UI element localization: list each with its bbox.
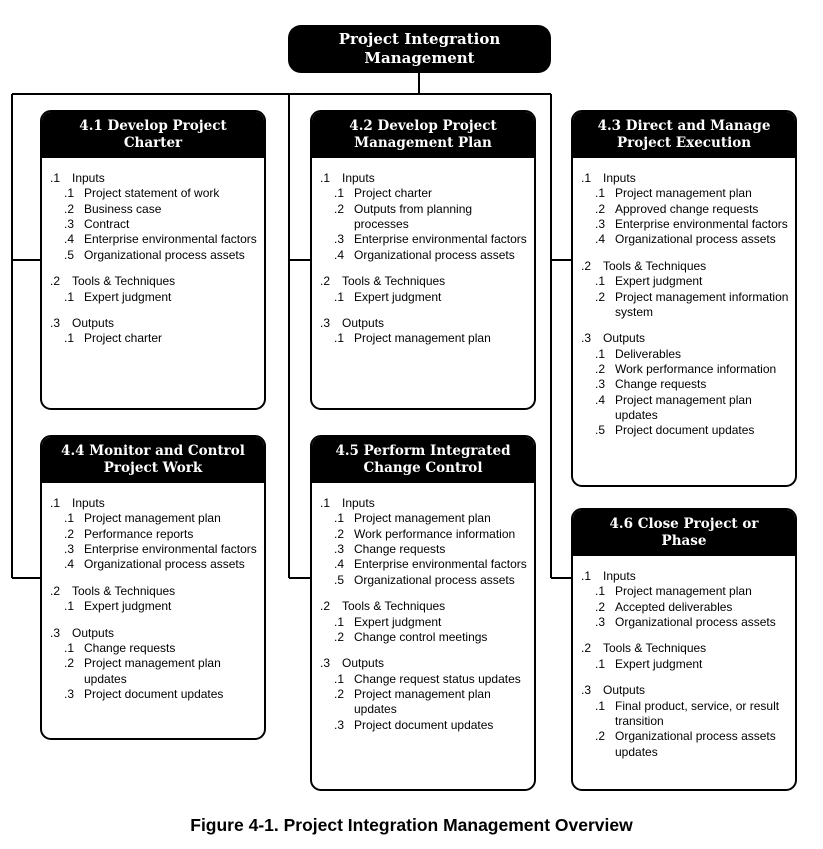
item-text: Organizational process assets xyxy=(354,572,515,587)
process-section xyxy=(50,274,260,305)
section-row xyxy=(320,316,530,331)
section-label: Inputs xyxy=(72,171,105,185)
item-row xyxy=(64,687,260,702)
section-label: Inputs xyxy=(603,171,636,185)
item-row xyxy=(595,202,791,217)
section-row xyxy=(320,656,530,671)
item-row xyxy=(64,331,260,346)
section-label: Outputs xyxy=(72,625,115,640)
item-text: Project charter xyxy=(354,186,433,201)
item-number: .3 xyxy=(64,217,75,232)
process-box-title: 4.5 Perform Integrated Change Control xyxy=(312,437,534,483)
item-row xyxy=(595,377,791,392)
item-text: Organizational process assets updates xyxy=(615,729,776,759)
section-row xyxy=(581,171,791,186)
item-text: Expert judgment xyxy=(615,274,703,289)
section-label: Inputs xyxy=(342,496,375,510)
item-text: Change request status updates xyxy=(354,671,521,686)
item-text: Project management plan xyxy=(615,584,752,599)
item-text: Expert judgment xyxy=(354,614,442,629)
item-number: .3 xyxy=(595,615,606,630)
item-row xyxy=(334,615,530,630)
item-row xyxy=(334,557,530,572)
item-row xyxy=(64,557,260,572)
item-number: .1 xyxy=(334,511,345,526)
item-row xyxy=(595,584,791,599)
item-text: Project management plan xyxy=(354,331,491,346)
root-box xyxy=(288,25,551,73)
item-text: Project management plan xyxy=(615,186,752,201)
process-section xyxy=(581,683,791,760)
section-number: .1 xyxy=(581,171,592,185)
item-text: Business case xyxy=(84,201,162,216)
item-number: .1 xyxy=(334,614,345,629)
item-number: .1 xyxy=(595,186,606,201)
section-number: .3 xyxy=(320,656,331,671)
item-row xyxy=(595,290,791,321)
item-text: Approved change requests xyxy=(615,201,759,216)
item-number: .2 xyxy=(334,686,345,701)
item-text: Performance reports xyxy=(84,526,194,541)
item-number: .3 xyxy=(64,686,75,701)
item-number: .5 xyxy=(334,572,345,587)
process-box-4-4 xyxy=(40,435,266,740)
section-row xyxy=(50,274,260,289)
item-number: .1 xyxy=(64,640,75,655)
item-number: .2 xyxy=(334,201,345,216)
item-number: .1 xyxy=(64,186,75,201)
item-number: .2 xyxy=(64,656,75,671)
item-text: Enterprise environmental factors xyxy=(84,232,257,247)
item-row xyxy=(64,511,260,526)
item-text: Final product, service, or result transition xyxy=(615,698,780,728)
item-text: Organizational process assets xyxy=(615,615,776,630)
item-text: Work performance information xyxy=(615,361,777,376)
item-number: .3 xyxy=(595,217,606,232)
item-text: Project statement of work xyxy=(84,186,220,201)
item-text: Change requests xyxy=(354,542,446,557)
process-box-title: 4.4 Monitor and Control Project Work xyxy=(42,437,264,483)
item-row xyxy=(334,248,530,263)
item-number: .1 xyxy=(334,671,345,686)
process-box-title: 4.6 Close Project or Phase xyxy=(573,510,795,556)
process-box-4-6 xyxy=(571,508,797,791)
process-section xyxy=(50,316,260,347)
item-number: .1 xyxy=(64,599,75,614)
item-number: .3 xyxy=(334,717,345,732)
item-row xyxy=(595,347,791,362)
process-section xyxy=(320,171,530,263)
section-row xyxy=(50,626,260,641)
item-text: Project management plan xyxy=(354,511,491,526)
process-section xyxy=(320,274,530,305)
process-box-body xyxy=(573,556,795,766)
section-number: .2 xyxy=(320,599,331,614)
item-row xyxy=(334,331,530,346)
item-text: Enterprise environmental factors xyxy=(84,542,257,557)
section-row xyxy=(320,496,530,511)
section-label: Inputs xyxy=(603,569,636,583)
process-box-body xyxy=(42,158,264,353)
item-number: .2 xyxy=(595,361,606,376)
figure-caption: Figure 4-1. Project Integration Management Overview xyxy=(190,815,633,835)
section-row xyxy=(581,683,791,698)
item-text: Change control meetings xyxy=(354,629,488,644)
item-number: .4 xyxy=(334,247,345,262)
item-row xyxy=(64,290,260,305)
process-section xyxy=(581,569,791,630)
item-text: Project document updates xyxy=(354,717,494,732)
item-text: Expert judgment xyxy=(84,599,172,614)
item-row xyxy=(64,527,260,542)
item-text: Organizational process assets xyxy=(615,232,776,247)
item-row xyxy=(334,687,530,718)
section-row xyxy=(320,274,530,289)
item-text: Work performance information xyxy=(354,526,516,541)
item-text: Organizational process assets xyxy=(354,247,515,262)
item-number: .1 xyxy=(595,698,606,713)
item-text: Contract xyxy=(84,217,130,232)
item-text: Change requests xyxy=(615,377,707,392)
item-row xyxy=(334,186,530,201)
item-row xyxy=(64,248,260,263)
process-section xyxy=(50,626,260,703)
process-box-body xyxy=(312,158,534,353)
section-row xyxy=(581,569,791,584)
section-label: Outputs xyxy=(342,315,385,330)
process-box-4-5 xyxy=(310,435,536,791)
process-box-title: 4.2 Develop Project Management Plan xyxy=(312,112,534,158)
process-section xyxy=(320,656,530,733)
item-number: .2 xyxy=(334,526,345,541)
item-row xyxy=(64,656,260,687)
process-box-title: 4.1 Develop Project Charter xyxy=(42,112,264,158)
item-number: .4 xyxy=(334,557,345,572)
item-text: Project management information system xyxy=(615,289,789,319)
section-number: .3 xyxy=(320,315,331,330)
item-number: .4 xyxy=(64,557,75,572)
item-row xyxy=(334,542,530,557)
item-row xyxy=(595,699,791,730)
item-row xyxy=(64,641,260,656)
section-label: Tools & Techniques xyxy=(342,274,446,289)
section-number: .3 xyxy=(581,683,592,698)
section-label: Tools & Techniques xyxy=(342,599,446,614)
section-number: .2 xyxy=(320,274,331,289)
item-text: Accepted deliverables xyxy=(615,599,733,614)
section-number: .1 xyxy=(581,569,592,583)
item-number: .5 xyxy=(595,423,606,438)
item-text: Expert judgment xyxy=(84,289,172,304)
process-box-body xyxy=(573,158,795,445)
process-box-body xyxy=(42,483,264,708)
item-number: .1 xyxy=(595,346,606,361)
process-section xyxy=(50,584,260,615)
item-text: Project management plan updates xyxy=(84,656,221,686)
item-text: Deliverables xyxy=(615,346,682,361)
item-number: .2 xyxy=(595,599,606,614)
item-number: .4 xyxy=(64,232,75,247)
item-text: Project management plan updates xyxy=(354,686,491,717)
item-row xyxy=(334,202,530,233)
section-row xyxy=(50,584,260,599)
item-row xyxy=(595,217,791,232)
item-text: Project management plan xyxy=(84,511,221,526)
item-row xyxy=(334,718,530,733)
process-box-body xyxy=(312,483,534,739)
section-label: Outputs xyxy=(342,656,385,671)
item-row xyxy=(595,423,791,438)
process-section xyxy=(320,316,530,347)
item-row xyxy=(64,599,260,614)
section-row xyxy=(320,599,530,614)
section-row xyxy=(50,171,260,186)
item-row xyxy=(595,232,791,247)
item-number: .1 xyxy=(64,331,75,346)
section-number: .2 xyxy=(50,274,61,289)
item-number: .1 xyxy=(334,186,345,201)
item-text: Project management plan updates xyxy=(615,392,752,423)
item-number: .3 xyxy=(334,232,345,247)
item-number: .1 xyxy=(334,289,345,304)
item-row xyxy=(595,615,791,630)
item-text: Enterprise environmental factors xyxy=(354,232,527,247)
item-number: .2 xyxy=(595,289,606,304)
section-row xyxy=(581,259,791,274)
item-row xyxy=(595,600,791,615)
item-row xyxy=(64,232,260,247)
section-label: Inputs xyxy=(342,171,375,185)
process-section xyxy=(581,641,791,672)
process-section xyxy=(320,599,530,645)
section-row xyxy=(50,316,260,331)
item-number: .3 xyxy=(64,542,75,557)
process-box-4-1 xyxy=(40,110,266,410)
item-row xyxy=(334,672,530,687)
item-text: Enterprise environmental factors xyxy=(354,557,527,572)
item-number: .1 xyxy=(64,511,75,526)
section-label: Outputs xyxy=(603,331,646,346)
item-text: Project charter xyxy=(84,331,163,346)
item-row xyxy=(595,274,791,289)
process-section xyxy=(581,331,791,439)
item-row xyxy=(64,186,260,201)
item-number: .1 xyxy=(334,331,345,346)
section-label: Tools & Techniques xyxy=(72,274,176,289)
item-row xyxy=(334,573,530,588)
item-text: Enterprise environmental factors xyxy=(615,217,788,232)
item-text: Expert judgment xyxy=(354,289,442,304)
section-label: Outputs xyxy=(603,683,646,698)
item-number: .3 xyxy=(595,377,606,392)
section-number: .1 xyxy=(50,171,61,185)
process-section xyxy=(581,171,791,248)
section-number: .1 xyxy=(320,496,331,510)
process-box-title: 4.3 Direct and Manage Project Execution xyxy=(573,112,795,158)
item-number: .2 xyxy=(64,201,75,216)
section-number: .3 xyxy=(50,625,61,640)
process-section xyxy=(581,259,791,320)
item-row xyxy=(64,542,260,557)
item-row xyxy=(334,290,530,305)
item-row xyxy=(595,186,791,201)
item-row xyxy=(334,511,530,526)
section-number: .2 xyxy=(581,641,592,656)
item-row xyxy=(595,729,791,760)
item-text: Organizational process assets xyxy=(84,557,245,572)
section-label: Tools & Techniques xyxy=(72,583,176,598)
section-label: Inputs xyxy=(72,496,105,510)
item-row xyxy=(64,217,260,232)
item-text: Project document updates xyxy=(615,423,755,438)
item-row xyxy=(595,362,791,377)
item-text: Expert judgment xyxy=(615,656,703,671)
item-text: Change requests xyxy=(84,640,176,655)
item-row xyxy=(595,657,791,672)
section-label: Tools & Techniques xyxy=(603,641,707,656)
item-number: .1 xyxy=(64,289,75,304)
section-number: .1 xyxy=(50,496,61,510)
section-number: .1 xyxy=(320,171,331,185)
process-section xyxy=(50,496,260,573)
process-box-4-2 xyxy=(310,110,536,410)
section-row xyxy=(581,641,791,656)
item-row xyxy=(64,202,260,217)
section-number: .3 xyxy=(581,331,592,346)
section-label: Tools & Techniques xyxy=(603,258,707,273)
item-number: .2 xyxy=(334,629,345,644)
item-row xyxy=(595,393,791,424)
item-number: .4 xyxy=(595,232,606,247)
section-row xyxy=(581,331,791,346)
root-box-title: Project Integration Management xyxy=(338,30,501,67)
item-text: Outputs from planning processes xyxy=(354,201,473,232)
item-text: Project document updates xyxy=(84,686,224,701)
process-section xyxy=(50,171,260,263)
item-number: .1 xyxy=(595,274,606,289)
section-number: .2 xyxy=(581,258,592,273)
item-row xyxy=(334,232,530,247)
item-number: .2 xyxy=(595,201,606,216)
item-number: .2 xyxy=(64,526,75,541)
section-number: .3 xyxy=(50,315,61,330)
item-number: .2 xyxy=(595,729,606,744)
section-label: Outputs xyxy=(72,315,115,330)
section-row xyxy=(50,496,260,511)
item-number: .5 xyxy=(64,247,75,262)
item-row xyxy=(334,630,530,645)
process-section xyxy=(320,496,530,588)
item-text: Organizational process assets xyxy=(84,247,245,262)
item-number: .1 xyxy=(595,584,606,599)
process-box-4-3 xyxy=(571,110,797,487)
item-number: .4 xyxy=(595,392,606,407)
item-row xyxy=(334,527,530,542)
section-row xyxy=(320,171,530,186)
section-number: .2 xyxy=(50,583,61,598)
item-number: .1 xyxy=(595,656,606,671)
item-number: .3 xyxy=(334,542,345,557)
